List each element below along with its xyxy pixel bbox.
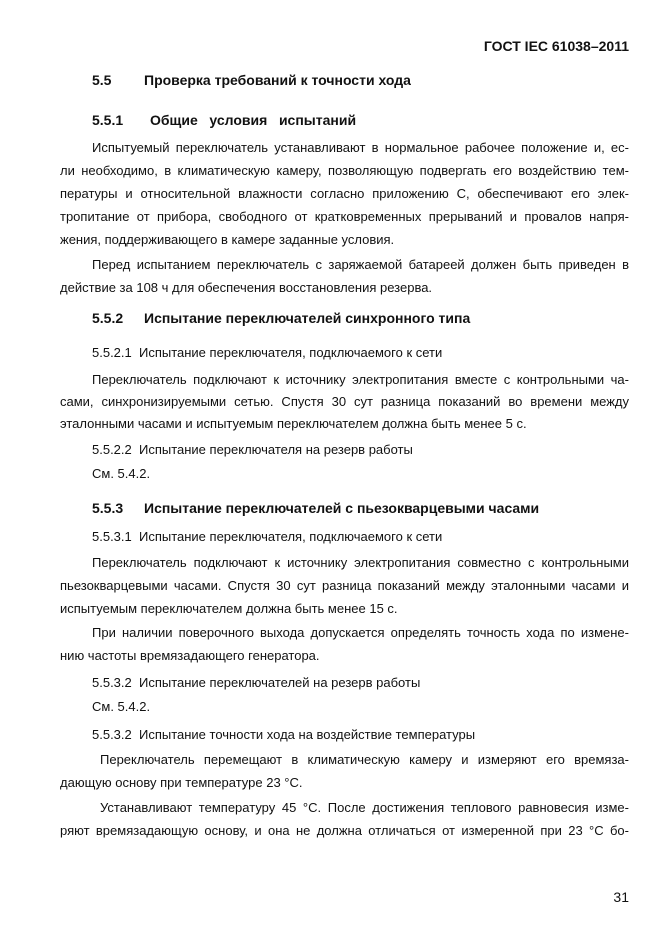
subsection-5-5-3-1-heading: 5.5.3.1 Испытание переключателя, подключаемого к сети (92, 529, 443, 544)
cross-reference: См. 5.4.2. (92, 466, 151, 481)
section-title: Общие условия испытаний (150, 112, 357, 128)
paragraph-line: нию частоты времязадающего генератора. (60, 648, 320, 663)
section-5-5-1-heading (92, 112, 356, 128)
paragraph-line: сами, синхронизируемыми сетью. Спустя 30 сут разница показаний во времени между (60, 394, 629, 409)
section-number: 5.5.2 (92, 310, 124, 326)
paragraph-line: жения, поддерживающего в камере заданные условия. (60, 232, 395, 247)
paragraph-line: Перед испытанием переключатель с заряжаемой батареей должен быть приведен в (92, 257, 629, 272)
paragraph-line: Устанавливают температуру 45 °С. После достижения теплового равновесия изме- (100, 800, 629, 815)
subsection-5-5-2-2-heading: 5.5.2.2 Испытание переключателя на резерв работы (92, 442, 413, 457)
section-number: 5.5.3 (92, 500, 124, 516)
paragraph-line: Переключатель перемещают в климатическую камеру и измеряют его времяза- (100, 752, 629, 767)
paragraph-line: ряют времязадающую основу, и она не должна отличаться от измеренной при 23 °С бо- (60, 823, 629, 838)
section-5-5-2-heading (92, 310, 470, 326)
section-title: Испытание переключателей с пьезокварцевыми часами (144, 500, 540, 516)
paragraph-line: эталонными часами и испытуемым переключателем должна быть менее 5 с. (60, 416, 527, 431)
section-title: Проверка требований к точности хода (144, 72, 411, 88)
paragraph-line: дающую основу при температуре 23 °С. (60, 775, 303, 790)
paragraph-line: действие за 108 ч для обеспечения восстановления резерва. (60, 280, 433, 295)
paragraph-line: Переключатель подключают к источнику электропитания вместе с контрольными ча- (92, 372, 629, 387)
paragraph-line: Испытуемый переключатель устанавливают в нормальное рабочее положение и, ес- (92, 140, 629, 155)
subsection-5-5-2-1-heading: 5.5.2.1 Испытание переключателя, подключаемого к сети (92, 345, 443, 360)
section-number: 5.5 (92, 72, 112, 88)
paragraph-line: пературы и относительной влажности согласно приложению С, обеспечивают его элек- (60, 186, 629, 201)
section-5-5-3-heading (92, 500, 539, 516)
cross-reference: См. 5.4.2. (92, 699, 151, 714)
subsection-5-5-3-2-heading: 5.5.3.2 Испытание переключателей на резерв работы (92, 675, 421, 690)
section-5-5-heading (92, 72, 411, 88)
section-number: 5.5.1 (92, 112, 124, 128)
document-code-header: ГОСТ IEC 61038–2011 (483, 38, 629, 54)
paragraph-line: тропитание от прибора, свободного от кратковременных прерываний и провалов напря- (60, 209, 629, 224)
page-number: 31 (613, 889, 629, 905)
paragraph-line: ли необходимо, в климатическую камеру, позволяющую подвергать его воздействию тем- (60, 163, 629, 178)
paragraph-line: При наличии поверочного выхода допускается определять точность хода по измене- (92, 625, 629, 640)
paragraph-line: испытуемым переключателем должна быть менее 15 с. (60, 601, 398, 616)
paragraph-line: Переключатель подключают к источнику электропитания совместно с контрольными (92, 555, 629, 570)
paragraph-line: пьезокварцевыми часами. Спустя 30 сут разница показаний между эталонными часами и (60, 578, 629, 593)
section-title: Испытание переключателей синхронного типа (144, 310, 471, 326)
subsection-5-5-3-3-heading: 5.5.3.2 Испытание точности хода на воздействие температуры (92, 727, 476, 742)
